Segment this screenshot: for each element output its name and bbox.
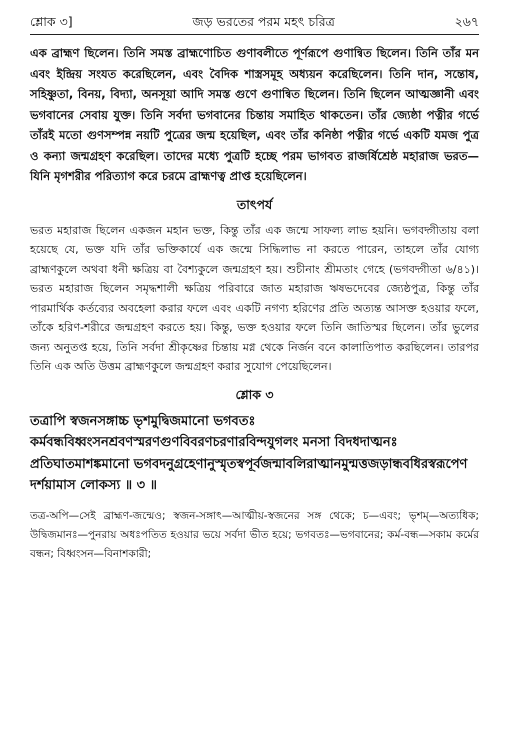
- chapter-title: জড় ভরতের পরম মহৎ চরিত্র: [192, 14, 335, 29]
- verse-reference: শ্লোক ৩]: [30, 14, 73, 29]
- page-number: ২৬৭: [454, 14, 479, 29]
- word-for-word-synonyms: তত্র-অপি—সেই ব্রাহ্মণ-জন্মেও; স্বজন-সঙ্গাৎ—আত্মীয়-স্বজনের সঙ্গ থেকে; চ—এবং; ভৃশম্—অত্যধিক; উদ্বিজমানঃ—পুনরায় অধঃপতিত হওয়ার ভয়ে সর্বদা ভীত হয়ে; ভগবতঃ—ভগবানের; কর্ম-বন্ধ—সকাম কর্মের বন্ধন; বিধ্বংসন—বিনাশকারী;: [30, 509, 479, 560]
- running-header: [30, 14, 479, 34]
- purport-heading: তাৎপর্য: [236, 196, 273, 212]
- translation-paragraph: এক ব্রাহ্মণ ছিলেন। তিনি সমস্ত ব্রাহ্মণোচিত গুণাবলীতে পূর্ণরূপে গুণান্বিত ছিলেন। তিনি তাঁর মন এবং ইন্দ্রিয় সংযত করেছিলেন, এবং বৈদিক শাস্ত্রসমূহ অধ্যয়ন করেছিলেন। তিনি দান, সন্তোষ, সহিষ্ণুতা, বিনয়, বিদ্যা, অনসূয়া আদি সমস্ত গুণে গুণান্বিত ছিলেন। তিনি ছিলেন আত্মজ্ঞানী এবং ভগবানের সেবায় যুক্ত। তিনি সর্বদা ভগবানের চিন্তায় সমাহিত থাকতেন। তাঁর জ্যেষ্ঠা পত্নীর গর্ভে তাঁরই মতো গুণসম্পন্ন নয়টি পুত্রের জন্ম হয়েছিল, এবং তাঁর কনিষ্ঠা পত্নীর গর্ভে একটি যমজ পুত্র ও কন্যা জন্মগ্রহণ করেছিল। তাদের মধ্যে পুত্রটি হচ্ছে পরম ভাগবত রাজর্ষিশ্রেষ্ঠ মহারাজ ভরত—যিনি মৃগশরীর পরিত্যাগ করে চরমে ব্রাহ্মণত্ব প্রাপ্ত হয়েছিলেন।: [30, 46, 479, 183]
- verse-heading: শ্লোক ৩: [235, 386, 274, 402]
- header-rule: [30, 34, 479, 35]
- purport-paragraph: ভরত মহারাজ ছিলেন একজন মহান ভক্ত, কিন্তু তাঁর এক জন্মে সাফল্য লাভ হয়নি। ভগবদ্গীতায় বলা হয়েছে যে, ভক্ত যদি তাঁর ভক্তিকার্যে এক জন্মে সিদ্ধিলাভ না করতে পারেন, তাহলে তাঁর যোগ্য ব্রাহ্মণকুলে অথবা ধনী ক্ষত্রিয় বা বৈশ্যকুলে জন্মগ্রহণ হয়। শুচীনাং শ্রীমতাং গেহে (ভগবদ্গীতা ৬/৪১)। ভরত মহারাজ ছিলেন সমৃদ্ধশালী ক্ষত্রিয় পরিবারে জাত মহারাজ ঋষভদেবের জ্যেষ্ঠপুত্র, কিন্তু তাঁর পারমার্থিক কর্তব্যের অবহেলা করার ফলে এবং একটি নগণ্য হরিণের প্রতি অত্যন্ত আসক্ত হওয়ার ফলে, তাঁকে হরিণ-শরীরে জন্মগ্রহণ করতে হয়। কিন্তু, ভক্ত হওয়ার ফলে তিনি জাতিস্মর ছিলেন। তাঁর ভুলের জন্য অনুতপ্ত হয়ে, তিনি সর্বদা শ্রীকৃষ্ণের চিন্তায় মগ্ন থেকে নির্জন বনে কালাতিপাত করছিলেন। তারপর তিনি এক অতি উত্তম ব্রাহ্মণকুলে জন্মগ্রহণ করার সুযোগ পেয়েছিলেন।: [30, 223, 479, 373]
- sanskrit-verse: তত্রাপি স্বজনসঙ্গাচ্চ ভৃশমুদ্বিজমানো ভগবতঃ কর্মবন্ধবিধ্বংসনশ্রবণস্মরণগুণবিবরণচরণারবিন্দযুগলং মনসা বিদধদাত্মনঃ প্রতিঘাতমাশঙ্কমানো ভগবদনুগ্রহেণানুস্মৃতস্বপূর্বজন্মাবলিরাত্মানমুন্মত্তজড়ান্ধবধিরস্বরূপেণ দর্শয়ামাস লোকস্য ॥ ৩ ॥: [30, 413, 468, 493]
